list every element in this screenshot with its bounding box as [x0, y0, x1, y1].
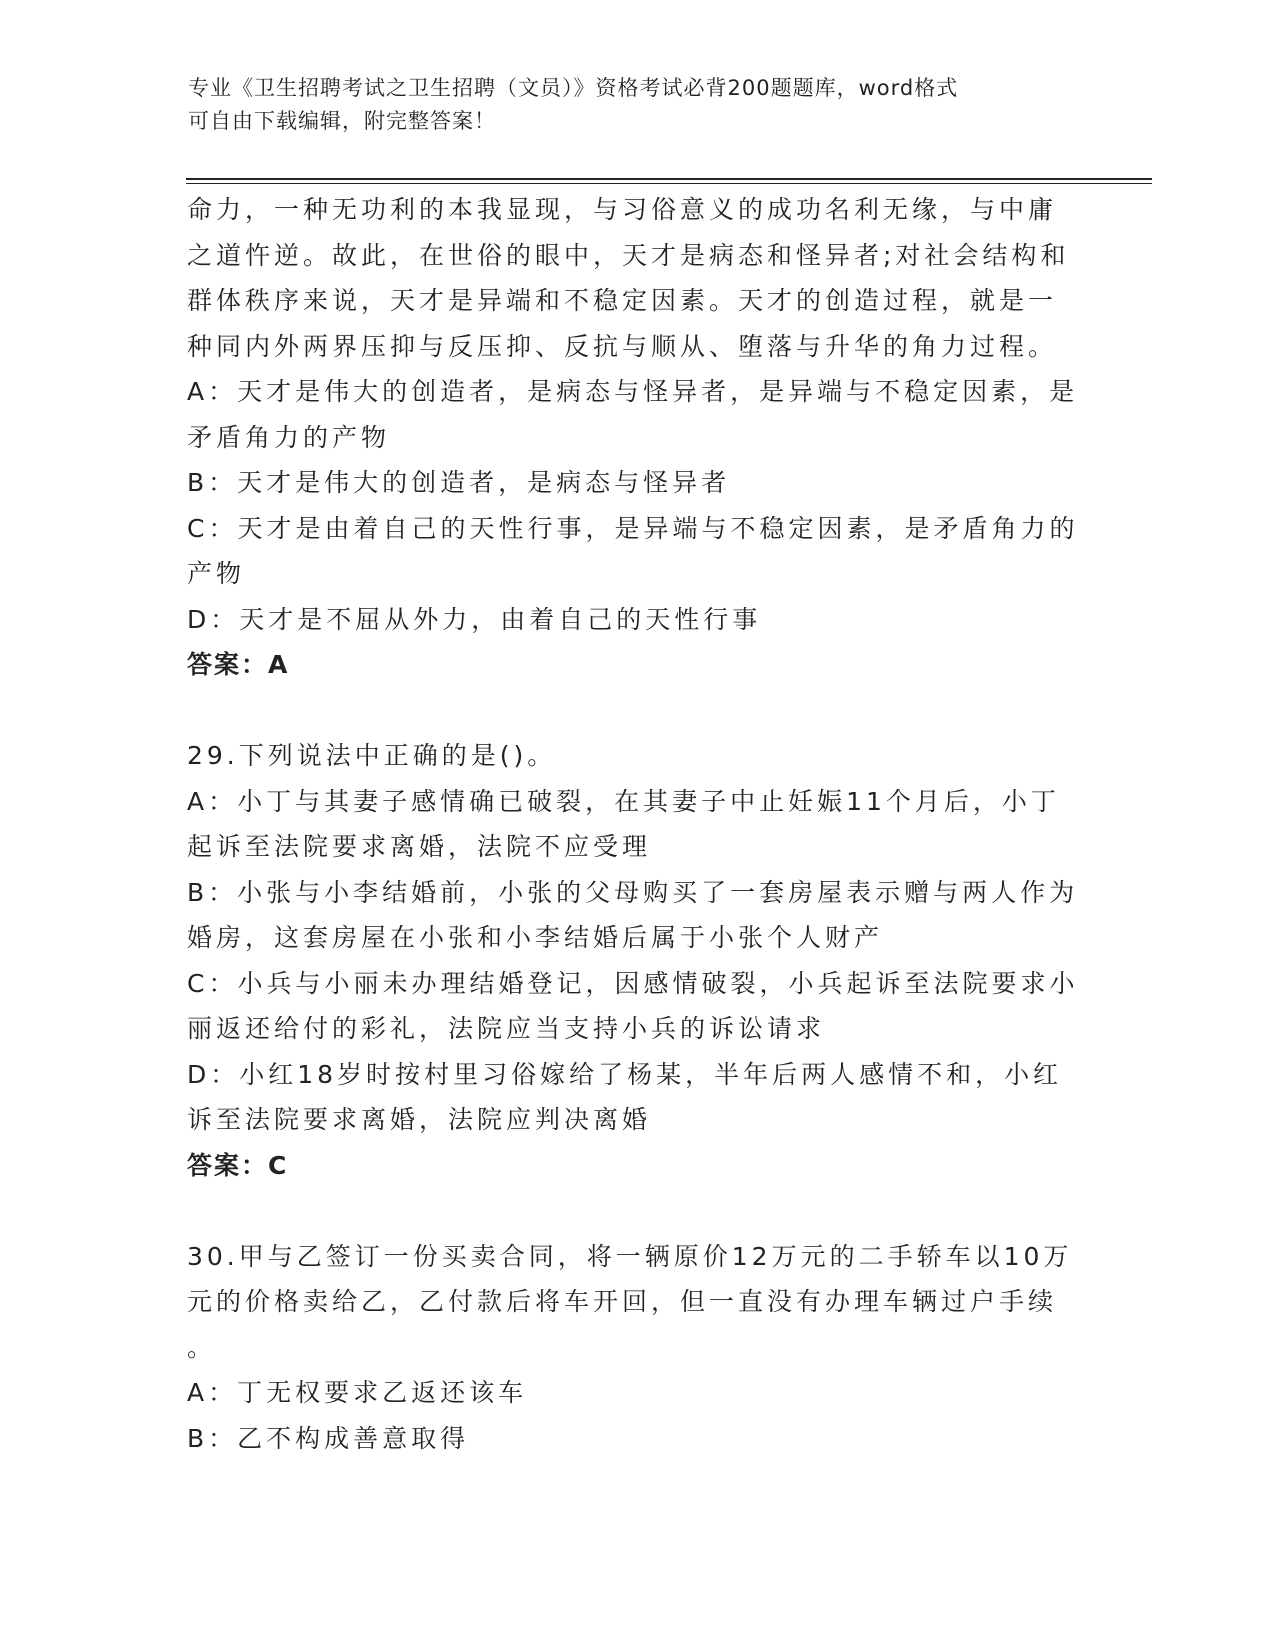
document-body	[187, 187, 1087, 1461]
question-28-continued	[187, 187, 1087, 688]
spacer	[187, 1188, 1087, 1234]
option-a-continued: 矛盾角力的产物	[187, 422, 391, 452]
question-stem-continued: 元的价格卖给乙，乙付款后将车开回，但一直没有办理车辆过户手续	[187, 1287, 1058, 1316]
header-divider	[186, 178, 1152, 184]
header-title-line-2: 可自由下载编辑，附完整答案！	[188, 109, 496, 133]
option-a-continued: 起诉至法院要求离婚，法院不应受理	[187, 832, 652, 861]
option-b: B：天才是伟大的创造者，是病态与怪异者	[187, 468, 731, 497]
question-stem: 30.甲与乙签订一份买卖合同，将一辆原价12万元的二手轿车以10万	[187, 1241, 1073, 1271]
option-c-continued: 丽返还给付的彩礼，法院应当支持小兵的诉讼请求	[187, 1014, 826, 1043]
answer-label: 答案：C	[187, 1150, 289, 1180]
option-a: A：天才是伟大的创造者，是病态与怪异者，是异端与不稳定因素，是	[187, 377, 1079, 406]
question-stem: 29.下列说法中正确的是()。	[187, 741, 557, 770]
option-a: A：丁无权要求乙返还该车	[187, 1378, 528, 1407]
option-b-continued: 婚房，这套房屋在小张和小李结婚后属于小张个人财产	[187, 923, 884, 952]
spacer	[187, 688, 1087, 734]
answer-label: 答案：A	[187, 650, 290, 679]
question-text-line: 命力，一种无功利的本我显现，与习俗意义的成功名利无缘，与中庸	[187, 195, 1058, 224]
option-d: D：小红18岁时按村里习俗嫁给了杨某，半年后两人感情不和，小红	[187, 1059, 1063, 1089]
question-text-line: 之道忤逆。故此，在世俗的眼中，天才是病态和怪异者;对社会结构和	[187, 240, 1070, 270]
question-text-line: 种同内外两界压抑与反压抑、反抗与顺从、堕落与升华的角力过程。	[187, 331, 1058, 361]
option-d-continued: 诉至法院要求离婚，法院应判决离婚	[187, 1105, 652, 1134]
question-29	[187, 733, 1087, 1188]
question-30	[187, 1234, 1087, 1462]
option-c: C：天才是由着自己的天性行事，是异端与不稳定因素，是矛盾角力的	[187, 513, 1079, 543]
page-header	[188, 72, 1068, 138]
option-b: B：小张与小李结婚前，小张的父母购买了一套房屋表示赠与两人作为	[187, 877, 1079, 907]
header-title-line-1: 专业《卫生招聘考试之卫生招聘（文员）》资格考试必背200题题库，word格式	[188, 76, 959, 100]
option-d: D：天才是不屈从外力，由着自己的天性行事	[187, 604, 762, 634]
question-stem-continued: 。	[187, 1332, 217, 1362]
option-b: B：乙不构成善意取得	[187, 1423, 470, 1453]
option-c-continued: 产物	[187, 559, 246, 588]
option-c: C：小兵与小丽未办理结婚登记，因感情破裂，小兵起诉至法院要求小	[187, 968, 1079, 998]
option-a: A：小丁与其妻子感情确已破裂，在其妻子中止妊娠11个月后，小丁	[187, 786, 1060, 816]
question-text-line: 群体秩序来说，天才是异端和不稳定因素。天才的创造过程，就是一	[187, 286, 1058, 315]
